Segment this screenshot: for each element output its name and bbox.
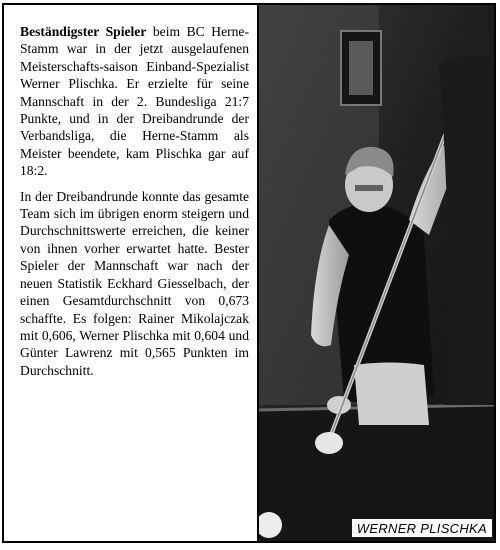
article-text-column xyxy=(4,5,259,541)
article-paragraph-1-text: beim BC Herne-Stamm war in der jetzt ausgelaufenen Meisterschafts-saison Einband-Spezialist Werner Plischka. Er erzielte für seine Mannschaft in der 2. Bundesliga 21:7 Punkte, und in der Dreibandrunde der Verbandsliga, die Herne-Stamm als Meister beendete, kam Plischka gar auf 18:2. xyxy=(20,24,249,179)
article-lead-bold: Beständigster Spieler xyxy=(20,24,147,39)
player-photo xyxy=(259,5,494,541)
billiard-player-illustration xyxy=(259,5,494,541)
article-paragraph-2: In der Dreibandrunde konnte das gesamte Team sich im übrigen enorm steigern und Durchschnittswerte erreichen, die keiner von ihnen vorher erwartet hatte. Bester Spieler der Mannschaft war nach der neuen Statistik Eckhard Giesselbach, der einen Gesamtdurchschnitt von 0,673 schaffte. Es folgen: Rainer Mikolajczak mit 0,606, Werner Plischka mit 0,604 und Günter Lawrenz mit 0,565 Punkten im Durchschnitt. xyxy=(20,188,249,378)
newspaper-clipping xyxy=(2,3,496,543)
article-paragraph-1 xyxy=(20,23,249,180)
photo-caption: WERNER PLISCHKA xyxy=(352,519,492,537)
